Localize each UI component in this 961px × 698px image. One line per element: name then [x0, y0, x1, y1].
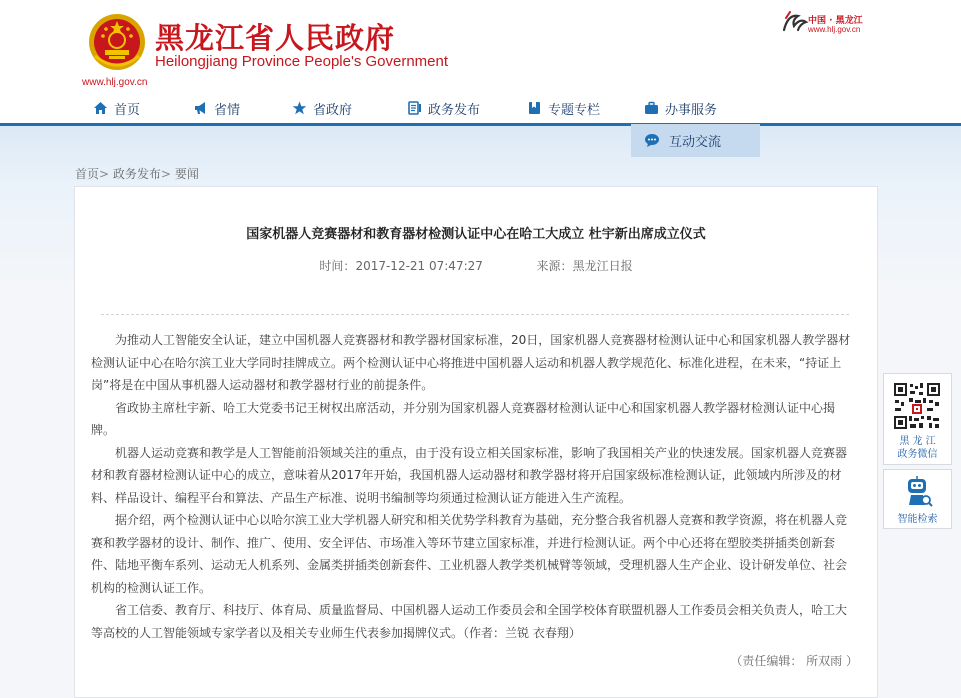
breadcrumb-affairs[interactable]: 政务发布: [112, 167, 161, 181]
responsible-editor: （责任编辑： 所双雨 ）: [730, 654, 858, 668]
search-label: 智能检索: [897, 514, 938, 525]
bookmark-icon: [527, 101, 542, 115]
nav-item-government[interactable]: [292, 95, 352, 121]
breadcrumb-news[interactable]: 要闻: [174, 167, 199, 181]
wechat-qr-widget[interactable]: [883, 373, 952, 465]
article-title: 国家机器人竞赛器材和教育器材检测认证中心在哈工大成立 杜宇新出席成立仪式: [246, 227, 706, 242]
home-icon: [93, 101, 108, 115]
nav-label: 首页: [114, 102, 141, 118]
brand-text: 中国 · 黑龙江: [808, 16, 863, 26]
nav-label: 专题专栏: [548, 102, 601, 118]
article-panel: [74, 186, 878, 698]
article-body: [91, 329, 851, 644]
robot-search-icon: [903, 476, 933, 508]
submenu-label: 互动交流: [669, 135, 722, 150]
source-label: 来源：: [536, 259, 573, 273]
qr-label: [884, 435, 951, 461]
site-subtitle: Heilongjiang Province People's Government: [155, 53, 449, 70]
submenu-interaction[interactable]: [631, 124, 760, 157]
breadcrumb: [75, 165, 199, 182]
chat-icon: [644, 133, 661, 148]
qr-label-line1: 黑 龙 江: [899, 436, 936, 447]
breadcrumb-separator: >: [99, 167, 110, 181]
qr-code-icon: [893, 382, 941, 430]
star-icon: [292, 101, 307, 115]
article-paragraph: 据介绍，两个检测认证中心以哈尔滨工业大学机器人研究和相关优势学科教育为基础，充分整合我省机器人竞赛和教学资源，将在机器人竞赛和教学器材的设计、制作、推广、使用、安全评估、市场准入等环节建立国家标准，并进行检测认证。两个中心还将在塑胶类拼插类创新套件、陆地平衡车系列、运动无人机系列、金属类拼插类创新套件、工业机器人教学类机械臂等领域，受理机器人生产企业、设计研发单位、社会机构的检测认证工作。: [91, 513, 848, 595]
briefcase-icon: [644, 101, 659, 115]
article-divider: [101, 314, 849, 315]
article-paragraph: 省政协主席杜宇新、哈工大党委书记王树权出席活动，并分别为国家机器人竞赛器材检测认证中心和国家机器人教学器材检测认证中心揭牌。: [91, 400, 836, 437]
nav-label: 省情: [214, 102, 241, 118]
national-emblem-icon: [87, 12, 147, 72]
publish-time: 2017-12-21 07:47:27: [355, 259, 483, 273]
nav-label: 办事服务: [665, 102, 718, 118]
nav-item-services[interactable]: [644, 95, 717, 121]
nav-label: 省政府: [313, 102, 353, 118]
breadcrumb-separator: >: [160, 167, 171, 181]
qr-label-line2: 政务微信: [897, 449, 938, 460]
smart-search-widget[interactable]: [883, 469, 952, 529]
nav-underline: [0, 123, 961, 126]
megaphone-icon: [193, 101, 208, 115]
brand-url: www.hlj.gov.cn: [808, 25, 861, 34]
breadcrumb-home[interactable]: 首页: [75, 167, 100, 181]
article-paragraph: 省工信委、教育厅、科技厅、体育局、质量监督局、中国机器人运动工作委员会和全国学校体育联盟机器人工作委员会相关负责人，哈工大等高校的人工智能领域专家学者以及相关专业师生代表参加揭牌仪式。（作者：兰锐 衣春翔）: [91, 603, 848, 640]
site-url: www.hlj.gov.cn: [82, 77, 148, 88]
article-meta: [75, 257, 877, 274]
article-paragraph: 为推动人工智能安全认证，建立中国机器人竞赛器材和教学器材国家标准，20日，国家机器人竞赛器材检测认证中心和国家机器人教学器材检测认证中心在哈尔滨工业大学同时挂牌成立。两个检测认证中心将推进中国机器人运动和机器人教学规范化、标准化进程，在未来，“持证上岗”将是在中国从事机器人运动器材和教学器材行业的前提条件。: [91, 333, 851, 392]
article-paragraph: 机器人运动竞赛和教学是人工智能前沿领域关注的重点，由于没有设立相关国家标准，影响了我国相关产业的快速发展。国家机器人竞赛器材和教育器材检测认证中心的成立，意味着从2017年开始，我国机器人运动器材和教学器材将开启国家级标准检测认证，此领域内所涉及的材料、样品设计、编程平台和算法、产品生产标准、说明书编制等均须通过检测认证方能进入生产流程。: [91, 445, 848, 505]
nav-item-home[interactable]: [93, 95, 140, 121]
nav-item-province-info[interactable]: [193, 95, 240, 121]
site-title[interactable]: 黑龙江省人民政府: [155, 21, 396, 55]
nav-label: 政务发布: [428, 102, 481, 118]
article-source: 黑龙江日报: [572, 259, 633, 273]
time-label: 时间：: [319, 259, 356, 273]
document-icon: [407, 101, 422, 115]
nav-item-affairs[interactable]: [407, 95, 480, 121]
nav-item-special-topics[interactable]: [527, 95, 600, 121]
